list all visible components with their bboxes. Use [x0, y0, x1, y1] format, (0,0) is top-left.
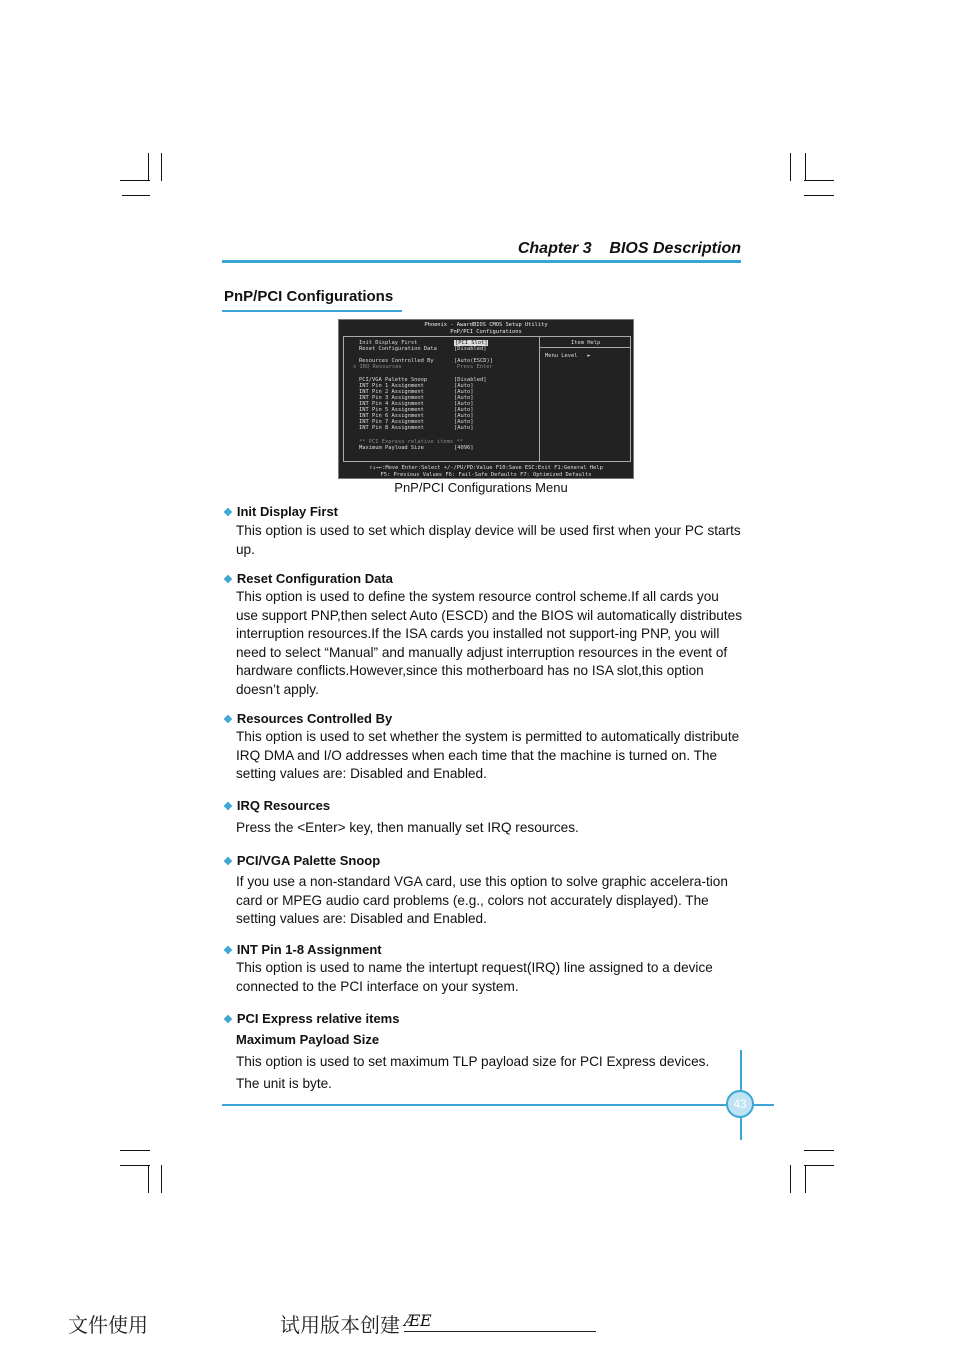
header-rule [222, 260, 741, 263]
crop-mark [805, 153, 806, 181]
item-title: Init Display First [236, 504, 339, 519]
bios-section-label: ** PCI Express relative items ** [359, 439, 463, 445]
bios-help-divider [540, 347, 630, 348]
section-title: PnP/PCI Configurations [224, 288, 394, 305]
bios-selected-value: [PCI Slot] [455, 340, 488, 346]
bios-row-value[interactable]: [Auto] [454, 383, 474, 389]
crop-mark [122, 195, 150, 196]
crop-mark [120, 1150, 150, 1151]
item-subtitle: Maximum Payload Size [236, 1032, 380, 1047]
crop-mark [161, 1165, 162, 1193]
item-description: This option is used to define the system resource control scheme.If all cards you use support PNP,then select Auto (ESCD) and the BIOS wil automatically distributes interruption resources.If the ISA cards you installed not support-ing PNP, you will need to select “Manual” and manually adjust interruption resources in the event of hardware conflicts.However,since this motherboard has no ISA slot,this option doesn’t apply. [236, 589, 742, 697]
section-rule [222, 310, 402, 312]
bios-row[interactable]: PCI/VGA Palette Snoop [359, 377, 428, 383]
item-heading [223, 853, 380, 868]
bios-row-value[interactable]: [Auto(ESCD)] [454, 358, 493, 364]
item-title: INT Pin 1-8 Assignment [236, 942, 382, 957]
arrow-right-icon: ► [587, 353, 591, 359]
item-title: Reset Configuration Data [236, 571, 393, 586]
bios-row[interactable]: Reset Configuration Data [359, 346, 437, 352]
bios-row[interactable]: INT Pin 4 Assignment [359, 401, 424, 407]
bios-footer-defaults: F5: Previous Values F6: Fail-Safe Defaults F7: Optimized Defaults [380, 471, 592, 478]
crop-mark [148, 1165, 149, 1193]
crop-mark [120, 1165, 150, 1166]
item-description: This option is used to name the intertupt request(IRQ) line assigned to a device connected to the PCI interface on your system. [236, 960, 713, 994]
item-description: This option is used to set which display device will be used first when your PC starts up. [236, 523, 741, 557]
crop-mark [804, 180, 834, 181]
crop-mark [120, 180, 150, 181]
figure-caption: PnP/PCI Configurations Menu [394, 480, 568, 495]
item-heading [223, 571, 393, 586]
item-description: If you use a non-standard VGA card, use this option to solve graphic accelera-tion card or MPEG audio card problems (e.g., colors not accurately displayed). The setting values are: Disabled and Enabled. [236, 874, 728, 927]
crop-mark [790, 1165, 791, 1193]
bios-footer [339, 465, 633, 478]
watermark-underline [404, 1331, 596, 1332]
diamond-bullet-icon: ❖ [223, 714, 233, 726]
item-title: PCI Express relative items [236, 1011, 400, 1026]
crop-mark [804, 1150, 834, 1151]
crop-mark [161, 153, 162, 181]
bios-row[interactable]: x IRQ Resources [353, 364, 402, 370]
bios-divider [539, 336, 540, 462]
bios-row-value[interactable]: [Auto] [454, 413, 474, 419]
bios-menu-level [545, 353, 590, 359]
bios-row[interactable]: INT Pin 6 Assignment [359, 413, 424, 419]
bios-row-value[interactable]: [Auto] [454, 425, 474, 431]
bios-row-value[interactable]: [Disabled] [454, 346, 487, 352]
item-heading [223, 1011, 399, 1026]
watermark-mark: ÆE [404, 1311, 432, 1330]
item-title: IRQ Resources [236, 798, 331, 813]
chapter-header [222, 240, 741, 258]
item-heading [223, 504, 338, 519]
item-description: This option is used to set whether the system is permitted to automatically distribute IRQ DMA and I/O addresses when each time that the machine is turned on. The setting values are: Disabled and Enabled. [236, 729, 740, 782]
item-heading [223, 798, 330, 813]
bios-subtitle: PnP/PCI Configurations [450, 329, 522, 335]
bios-menu-level-label: Menu Level [545, 353, 578, 359]
diamond-bullet-icon: ❖ [223, 1014, 233, 1026]
bios-title: Phoenix - AwardBIOS CMOS Setup Utility [424, 322, 548, 328]
bios-row[interactable]: INT Pin 1 Assignment [359, 383, 424, 389]
diamond-bullet-icon: ❖ [223, 574, 233, 586]
item-title: Resources Controlled By [236, 711, 393, 726]
bios-item-help: Item Help [571, 340, 601, 346]
page-marker-line [740, 1118, 742, 1140]
diamond-bullet-icon: ❖ [223, 945, 233, 957]
watermark-right: 试用版本创建 [280, 1313, 400, 1337]
bios-row[interactable]: INT Pin 8 Assignment [359, 425, 424, 431]
item-description: The unit is byte. [236, 1076, 332, 1091]
bios-row-value[interactable]: [Disabled] [454, 377, 487, 383]
bios-row[interactable]: INT Pin 2 Assignment [359, 389, 424, 395]
page-number: 43 [726, 1090, 754, 1118]
item-description: Press the <Enter> key, then manually set IRQ resources. [236, 820, 579, 835]
bios-row-value[interactable]: [Auto] [454, 401, 474, 407]
bios-footer-keys: ↑↓→←:Move Enter:Select +/-/PU/PD:Value F10:Save ESC:Exit F1:General Help [369, 465, 603, 471]
footer-rule [222, 1104, 774, 1106]
bios-row[interactable]: Maximum Payload Size [359, 445, 424, 451]
chapter-label: Chapter 3 [517, 240, 592, 257]
bios-row-value[interactable]: Press Enter [457, 364, 493, 370]
diamond-bullet-icon: ❖ [223, 856, 233, 868]
item-title: PCI/VGA Palette Snoop [236, 853, 381, 868]
bios-screen [338, 319, 634, 479]
item-description: This option is used to set maximum TLP payload size for PCI Express devices. [236, 1054, 710, 1069]
bios-row-value[interactable]: [Auto] [454, 419, 474, 425]
crop-mark [804, 195, 834, 196]
chapter-title: BIOS Description [609, 240, 741, 257]
item-heading [223, 711, 392, 726]
crop-mark [790, 153, 791, 181]
page-marker-line [740, 1050, 742, 1090]
bios-row[interactable]: INT Pin 3 Assignment [359, 395, 424, 401]
bios-header [339, 322, 633, 336]
item-heading [223, 942, 382, 957]
watermark-left: 文件使用 [68, 1313, 148, 1337]
crop-mark [804, 1165, 834, 1166]
bios-row[interactable]: Resources Controlled By [359, 358, 434, 364]
crop-mark [148, 153, 149, 181]
bios-row[interactable]: INT Pin 5 Assignment [359, 407, 424, 413]
bios-row-value[interactable]: [Auto] [454, 395, 474, 401]
bios-row-value[interactable]: [Auto] [454, 407, 474, 413]
bios-row-value[interactable]: [4096] [454, 445, 474, 451]
bios-row-value[interactable]: [Auto] [454, 389, 474, 395]
diamond-bullet-icon: ❖ [223, 507, 233, 519]
crop-mark [805, 1165, 806, 1193]
diamond-bullet-icon: ❖ [223, 801, 233, 813]
bios-row-label: Init Display First [359, 340, 418, 346]
bios-row[interactable]: INT Pin 7 Assignment [359, 419, 424, 425]
